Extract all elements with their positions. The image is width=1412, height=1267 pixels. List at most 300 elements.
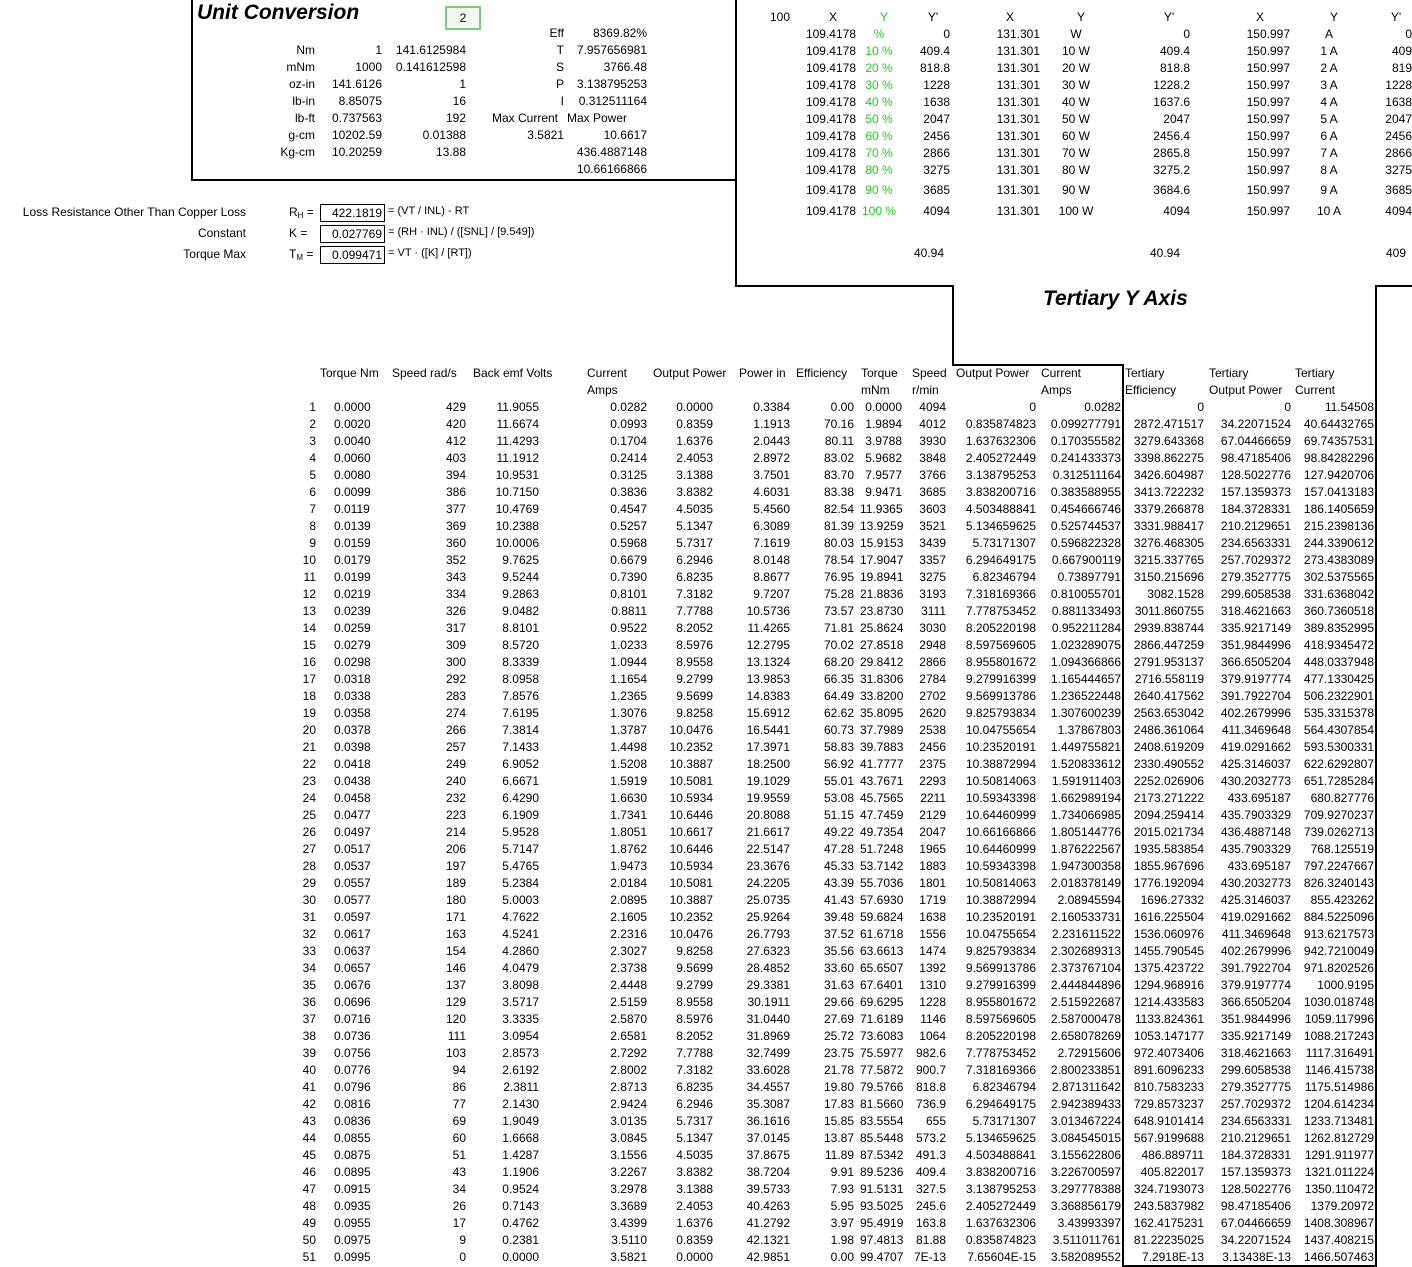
row-number: 45 [302, 1148, 316, 1162]
row-number: 34 [302, 961, 316, 975]
axis-cell: 20 % [865, 61, 893, 75]
table-cell: 33.6028 [746, 1063, 790, 1077]
table-cell: 0.0597 [334, 910, 371, 924]
axis-cell: 2456 [923, 129, 950, 143]
table-cell: 257.7029372 [1220, 553, 1291, 567]
axis-cell: 131.301 [996, 183, 1040, 197]
table-cell: 13.9853 [746, 672, 790, 686]
table-cell: 1064 [919, 1029, 946, 1043]
table-cell: 3.1388 [676, 468, 713, 482]
table-cell: 0.0617 [334, 927, 371, 941]
formula-value[interactable]: 422.1819 [320, 204, 385, 222]
row-number: 8 [309, 519, 316, 533]
table-cell: 1.6630 [610, 791, 647, 805]
axis-corner: 100 [770, 10, 791, 24]
axis-cell: 150.997 [1246, 78, 1290, 92]
axis-cell: 100 % [861, 204, 897, 218]
table-cell: 86 [452, 1080, 466, 1094]
table-cell: 8.3339 [502, 655, 539, 669]
formula-value[interactable]: 0.027769 [320, 225, 385, 243]
axis-cell: % [873, 27, 885, 41]
table-cell: 223 [445, 808, 466, 822]
row-number: 33 [302, 944, 316, 958]
column-header: Output Power [956, 366, 1030, 380]
table-cell: 0.3836 [610, 485, 647, 499]
table-cell: 9.91 [830, 1165, 854, 1179]
axis-cell: 3685 [1385, 183, 1412, 197]
table-cell: 1.1654 [610, 672, 647, 686]
table-cell: 1965 [919, 842, 946, 856]
table-cell: 971.8202526 [1303, 961, 1374, 975]
row-number: 9 [309, 536, 316, 550]
table-cell: 309 [445, 638, 466, 652]
table-cell: 81.22235025 [1133, 1233, 1204, 1247]
table-cell: 189 [445, 876, 466, 890]
axis-cell: 131.301 [996, 78, 1040, 92]
axis-cell: 131.301 [996, 44, 1040, 58]
table-cell: 11.54508 [1324, 400, 1374, 414]
table-cell: 39.5733 [746, 1182, 790, 1196]
axis-cell: 3275 [923, 163, 950, 177]
table-cell: 3.084545015 [1050, 1131, 1121, 1145]
table-cell: 33.60 [823, 961, 854, 975]
table-cell: 9.2799 [676, 672, 713, 686]
table-cell: 2.1430 [502, 1097, 539, 1111]
axis-cell: 4094 [1385, 204, 1412, 218]
table-cell: 593.5300331 [1303, 740, 1374, 754]
table-cell: 412 [445, 434, 466, 448]
table-cell: 402.2679996 [1220, 706, 1291, 720]
formula-label: Torque Max [183, 247, 246, 261]
table-cell: 1.98 [830, 1233, 854, 1247]
table-cell: 972.4073406 [1133, 1046, 1204, 1060]
table-cell: 3.013467224 [1050, 1114, 1121, 1128]
table-cell: 448.0337948 [1303, 655, 1374, 669]
table-cell: 41.7777 [860, 757, 904, 771]
axis-cell: 131.301 [996, 146, 1040, 160]
table-cell: 0.8359 [676, 1233, 713, 1247]
table-cell: 68.20 [823, 655, 854, 669]
table-cell: 3.0845 [610, 1131, 647, 1145]
table-cell: 394 [445, 468, 466, 482]
table-cell: 0.0000 [676, 1250, 713, 1264]
axis-cell: 109.4178 [805, 129, 856, 143]
table-cell: 7E-13 [913, 1250, 946, 1264]
table-cell: 0.0279 [334, 638, 371, 652]
axis-footer: 40.94 [1149, 246, 1180, 260]
row-number: 29 [302, 876, 316, 890]
tertiary-axis-title: Tertiary Y Axis [1043, 287, 1188, 310]
table-cell: 327.5 [915, 1182, 946, 1196]
table-cell: 257.7029372 [1220, 1097, 1291, 1111]
table-cell: 27.69 [823, 1012, 854, 1026]
table-cell: 11.4293 [496, 434, 539, 448]
table-cell: 77 [452, 1097, 466, 1111]
axis-cell: 3 A [1320, 78, 1338, 92]
table-cell: 127.9420706 [1303, 468, 1374, 482]
table-cell: 79.5766 [860, 1080, 904, 1094]
table-cell: 25.72 [823, 1029, 854, 1043]
axis-cell: 150.997 [1246, 129, 1290, 143]
table-cell: 573.2 [915, 1131, 946, 1145]
table-cell: 10.23520191 [965, 740, 1036, 754]
table-cell: 2.587000478 [1050, 1012, 1121, 1026]
table-cell: 1466.507463 [1303, 1250, 1374, 1264]
table-cell: 10.66166866 [965, 825, 1036, 839]
table-cell: 2791.953137 [1133, 655, 1204, 669]
table-cell: 317 [445, 621, 466, 635]
axis-cell: 150.997 [1246, 112, 1290, 126]
axis-cell: 150.997 [1246, 163, 1290, 177]
table-cell: 2.3738 [610, 961, 647, 975]
axis-cell: 109.4178 [805, 146, 856, 160]
table-cell: 98.84282296 [1303, 451, 1374, 465]
axis-cell: 20 W [1061, 61, 1090, 75]
table-cell: 0.0696 [334, 995, 371, 1009]
axis-cell: 2456 [1385, 129, 1412, 143]
table-cell: 57.6930 [860, 893, 904, 907]
table-cell: 2.405272449 [965, 451, 1036, 465]
table-cell: 67.04466659 [1220, 434, 1291, 448]
table-cell: 0.0199 [334, 570, 371, 584]
axis-cell: 131.301 [996, 95, 1040, 109]
row-number: 43 [302, 1114, 316, 1128]
table-cell: 6.82346794 [972, 1080, 1036, 1094]
table-cell: 0.9522 [610, 621, 647, 635]
column-header: Tertiary [1125, 366, 1165, 380]
row-number: 37 [302, 1012, 316, 1026]
table-cell: 37.0145 [746, 1131, 790, 1145]
table-cell: 36.1616 [746, 1114, 790, 1128]
table-cell: 0.241433373 [1050, 451, 1121, 465]
table-cell: 2866.447259 [1133, 638, 1204, 652]
row-number: 24 [302, 791, 316, 805]
row-number: 40 [302, 1063, 316, 1077]
table-cell: 4.0479 [502, 961, 539, 975]
unit-value-b: 13.88 [435, 145, 466, 159]
axis-cell: 131.301 [996, 27, 1040, 41]
axis-cell: 3685 [923, 183, 950, 197]
table-cell: 0.0935 [334, 1199, 371, 1213]
table-cell: 360.7360518 [1303, 604, 1374, 618]
table-cell: 0.5257 [610, 519, 647, 533]
table-cell: 2.231611522 [1051, 927, 1121, 941]
table-cell: 5.0003 [502, 893, 539, 907]
axis-cell: 2456.4 [1153, 129, 1190, 143]
table-cell: 1214.433583 [1133, 995, 1204, 1009]
table-cell: 0 [1284, 400, 1291, 414]
row-number: 32 [302, 927, 316, 941]
table-cell: 5.1347 [676, 1131, 713, 1145]
formula-expression: = (VT / INL) - RT [388, 205, 470, 217]
table-cell: 10.6446 [669, 808, 713, 822]
table-cell: 13.1324 [746, 655, 790, 669]
table-cell: 75.5977 [860, 1046, 904, 1060]
table-cell: 810.7583233 [1133, 1080, 1204, 1094]
table-cell: 80.11 [824, 434, 854, 448]
unit-label: mNm [286, 60, 315, 74]
table-cell: 433.695187 [1227, 791, 1291, 805]
row-number: 3 [309, 434, 316, 448]
table-cell: 47.28 [823, 842, 854, 856]
table-cell: 5.7147 [502, 842, 539, 856]
table-cell: 0.0975 [334, 1233, 371, 1247]
table-cell: 891.6096233 [1133, 1063, 1204, 1077]
table-cell: 826.3240143 [1303, 876, 1374, 890]
table-cell: 9.0482 [502, 604, 539, 618]
table-cell: 51 [452, 1148, 466, 1162]
axis-cell: 2865.8 [1153, 146, 1190, 160]
table-cell: 137 [445, 978, 466, 992]
axis-cell: 1638 [923, 95, 950, 109]
table-cell: 411.3469648 [1221, 723, 1291, 737]
axis-cell: 9 A [1320, 183, 1338, 197]
axis-cell: 131.301 [996, 61, 1040, 75]
table-cell: 0.0000 [676, 400, 713, 414]
table-cell: 2486.361064 [1133, 723, 1204, 737]
table-cell: 3.9788 [865, 434, 902, 448]
axis-cell: 3275.2 [1153, 163, 1190, 177]
table-cell: 184.3728331 [1220, 502, 1291, 516]
table-cell: 2716.558119 [1134, 672, 1204, 686]
table-cell: 0.0537 [334, 859, 371, 873]
formula-label: Loss Resistance Other Than Copper Loss [22, 205, 246, 219]
column-header: Torque Nm [320, 366, 379, 380]
table-cell: 2.1605 [610, 910, 647, 924]
table-cell: 70.02 [823, 638, 854, 652]
table-cell: 0.0282 [1084, 400, 1121, 414]
table-cell: 1.37867803 [1057, 723, 1121, 737]
table-cell: 5.9682 [865, 451, 902, 465]
table-cell: 3331.988417 [1133, 519, 1204, 533]
table-cell: 0.835874823 [965, 417, 1036, 431]
row-number: 44 [302, 1131, 316, 1145]
table-cell: 651.7285284 [1303, 774, 1374, 788]
column-header: Efficiency [796, 366, 848, 380]
table-cell: 5.7317 [676, 536, 713, 550]
axis-footer: 409 [1385, 246, 1406, 260]
column-header: Power in [739, 366, 786, 380]
table-cell: 5.4560 [753, 502, 790, 516]
table-cell: 3193 [919, 587, 946, 601]
table-cell: 343 [445, 570, 466, 584]
axis-cell: A [1324, 27, 1333, 41]
table-cell: 3685 [919, 485, 946, 499]
axis-cell: 109.4178 [805, 61, 856, 75]
table-cell: 11.9055 [496, 400, 539, 414]
table-cell: 55.7036 [860, 876, 904, 890]
table-cell: 379.9197774 [1220, 672, 1291, 686]
table-cell: 3.0954 [502, 1029, 539, 1043]
table-cell: 0.0657 [334, 961, 371, 975]
axis-cell: 40 W [1061, 95, 1090, 109]
table-cell: 389.8352995 [1303, 621, 1374, 635]
table-cell: 351.9844996 [1220, 638, 1291, 652]
table-cell: 435.7903329 [1220, 842, 1291, 856]
table-cell: 73.6083 [860, 1029, 904, 1043]
table-cell: 3.7501 [753, 468, 790, 482]
table-cell: 10.04755654 [965, 927, 1036, 941]
table-cell: 1.449755821 [1050, 740, 1121, 754]
table-cell: 1117.316491 [1305, 1046, 1374, 1060]
table-cell: 94 [452, 1063, 466, 1077]
table-cell: 0.4762 [502, 1216, 539, 1230]
table-cell: 210.2129651 [1220, 1131, 1291, 1145]
table-cell: 2.8713 [610, 1080, 647, 1094]
axis-cell: 409.4 [919, 44, 950, 58]
axis-cell: 60 W [1061, 129, 1090, 143]
table-cell: 0.0000 [865, 400, 902, 414]
table-cell: 197 [445, 859, 466, 873]
table-cell: 4.503488841 [965, 502, 1036, 516]
table-cell: 0.0955 [334, 1216, 371, 1230]
table-cell: 8.9558 [676, 655, 713, 669]
table-cell: 2456 [919, 740, 946, 754]
table-cell: 1.876222567 [1050, 842, 1121, 856]
table-cell: 2.444844896 [1050, 978, 1121, 992]
unit-value-a: 8.85075 [338, 94, 382, 108]
formula-value[interactable]: 0.099471 [320, 246, 385, 264]
axis-header: Y' [927, 10, 939, 24]
table-cell: 10.64460999 [965, 808, 1036, 822]
table-cell: 0.0836 [334, 1114, 371, 1128]
table-cell: 535.3315378 [1303, 706, 1374, 720]
table-cell: 28.4852 [746, 961, 790, 975]
table-cell: 1.3787 [610, 723, 647, 737]
row-number: 39 [302, 1046, 316, 1060]
table-cell: 215.2398136 [1303, 519, 1374, 533]
table-cell: 680.827776 [1310, 791, 1374, 805]
table-cell: 20.8088 [746, 808, 790, 822]
column-header: r/min [912, 383, 939, 397]
table-cell: 0 [459, 1250, 466, 1264]
table-cell: 30.1911 [747, 995, 790, 1009]
table-cell: 1855.967696 [1133, 859, 1204, 873]
table-cell: 2.942389433 [1050, 1097, 1121, 1111]
axis-cell: 90 % [865, 183, 893, 197]
table-cell: 67.04466659 [1220, 1216, 1291, 1230]
table-cell: 0.0060 [334, 451, 371, 465]
table-cell: 15.9153 [860, 536, 904, 550]
table-cell: 491.3 [915, 1148, 946, 1162]
table-cell: 3.155622806 [1050, 1148, 1121, 1162]
table-cell: 27.6323 [746, 944, 790, 958]
table-cell: 6.1909 [502, 808, 539, 822]
table-cell: 2408.619209 [1133, 740, 1204, 754]
table-cell: 2047 [919, 825, 946, 839]
table-cell: 98.47185406 [1220, 1199, 1291, 1213]
table-cell: 8.0958 [502, 672, 539, 686]
table-cell: 8.8677 [753, 570, 790, 584]
table-cell: 0.525744537 [1050, 519, 1121, 533]
table-cell: 95.4919 [860, 1216, 904, 1230]
table-cell: 1.9473 [610, 859, 647, 873]
table-cell: 402.2679996 [1220, 944, 1291, 958]
row-number: 48 [302, 1199, 316, 1213]
table-cell: 80.03 [823, 536, 854, 550]
table-cell: 3.138795253 [965, 468, 1036, 482]
table-cell: 1.520833612 [1050, 757, 1121, 771]
table-cell: 1.637632306 [965, 434, 1036, 448]
table-cell: 8.8101 [502, 621, 539, 635]
axis-header: Y [1076, 10, 1085, 24]
unit-value-b: 141.6125984 [395, 43, 466, 57]
table-cell: 1.2365 [610, 689, 647, 703]
table-cell: 2.405272449 [965, 1199, 1036, 1213]
axis-cell: 131.301 [996, 204, 1040, 218]
unit-value-a: 141.6126 [331, 77, 382, 91]
table-cell: 42.1321 [746, 1233, 790, 1247]
table-cell: 1228 [919, 995, 946, 1009]
table-cell: 2.0184 [610, 876, 647, 890]
table-cell: 32.7499 [746, 1046, 790, 1060]
formula-symbol: $T_M$ = [289, 247, 314, 262]
axis-cell: 131.301 [996, 129, 1040, 143]
table-cell: 129 [445, 995, 466, 1009]
table-cell: 884.5225096 [1303, 910, 1374, 924]
row-number: 21 [302, 740, 316, 754]
table-cell: 1379.20972 [1310, 1199, 1374, 1213]
table-cell: 3.1556 [610, 1148, 647, 1162]
unit-spinner[interactable]: 2 [445, 6, 481, 30]
table-cell: 331.6368042 [1303, 587, 1374, 601]
table-cell: 5.4765 [502, 859, 539, 873]
table-cell: 1.1913 [753, 417, 790, 431]
table-cell: 0.0358 [334, 706, 371, 720]
table-cell: 1.9894 [865, 417, 902, 431]
table-cell: 0.6679 [610, 553, 647, 567]
table-cell: 45.7565 [860, 791, 904, 805]
axis-cell: 819 [1391, 61, 1412, 75]
table-cell: 82.54 [823, 502, 854, 516]
table-cell: 3215.337765 [1133, 553, 1204, 567]
formula-expression: = VT · ([K] / [RT]) [388, 247, 472, 259]
table-cell: 855.423262 [1310, 893, 1374, 907]
table-cell: 3111 [921, 604, 946, 618]
uc-left-border [191, 0, 193, 180]
row-number: 7 [309, 502, 316, 516]
unit-value-b: 16 [452, 94, 466, 108]
table-cell: 0.454666746 [1050, 502, 1121, 516]
table-cell: 1059.117996 [1304, 1012, 1374, 1026]
table-cell: 11.9365 [860, 502, 903, 516]
table-cell: 1408.308967 [1303, 1216, 1374, 1230]
table-cell: 0.952211284 [1051, 621, 1121, 635]
table-cell: 10.4769 [495, 502, 539, 516]
row-number: 12 [302, 587, 316, 601]
table-cell: 8.597569605 [965, 1012, 1036, 1026]
axis-header: X [1005, 10, 1014, 24]
table-cell: 10.0476 [669, 927, 713, 941]
table-cell: 3.138795253 [965, 1182, 1036, 1196]
table-cell: 3521 [919, 519, 946, 533]
table-cell: 6.2946 [676, 553, 713, 567]
table-cell: 768.125519 [1310, 842, 1374, 856]
table-cell: 0.0080 [334, 468, 371, 482]
table-cell: 2.4448 [610, 978, 647, 992]
table-cell: 3426.604987 [1133, 468, 1204, 482]
table-cell: 6.8235 [676, 570, 713, 584]
table-cell: 51.15 [823, 808, 854, 822]
table-cell: 1883 [919, 859, 946, 873]
table-cell: 6.6671 [502, 774, 539, 788]
table-cell: 243.5837982 [1133, 1199, 1204, 1213]
table-cell: 0.3384 [753, 400, 790, 414]
table-cell: 60 [452, 1131, 466, 1145]
row-number: 51 [302, 1250, 316, 1264]
table-cell: 85.5448 [860, 1131, 904, 1145]
axis-cell: 10 % [865, 44, 893, 58]
